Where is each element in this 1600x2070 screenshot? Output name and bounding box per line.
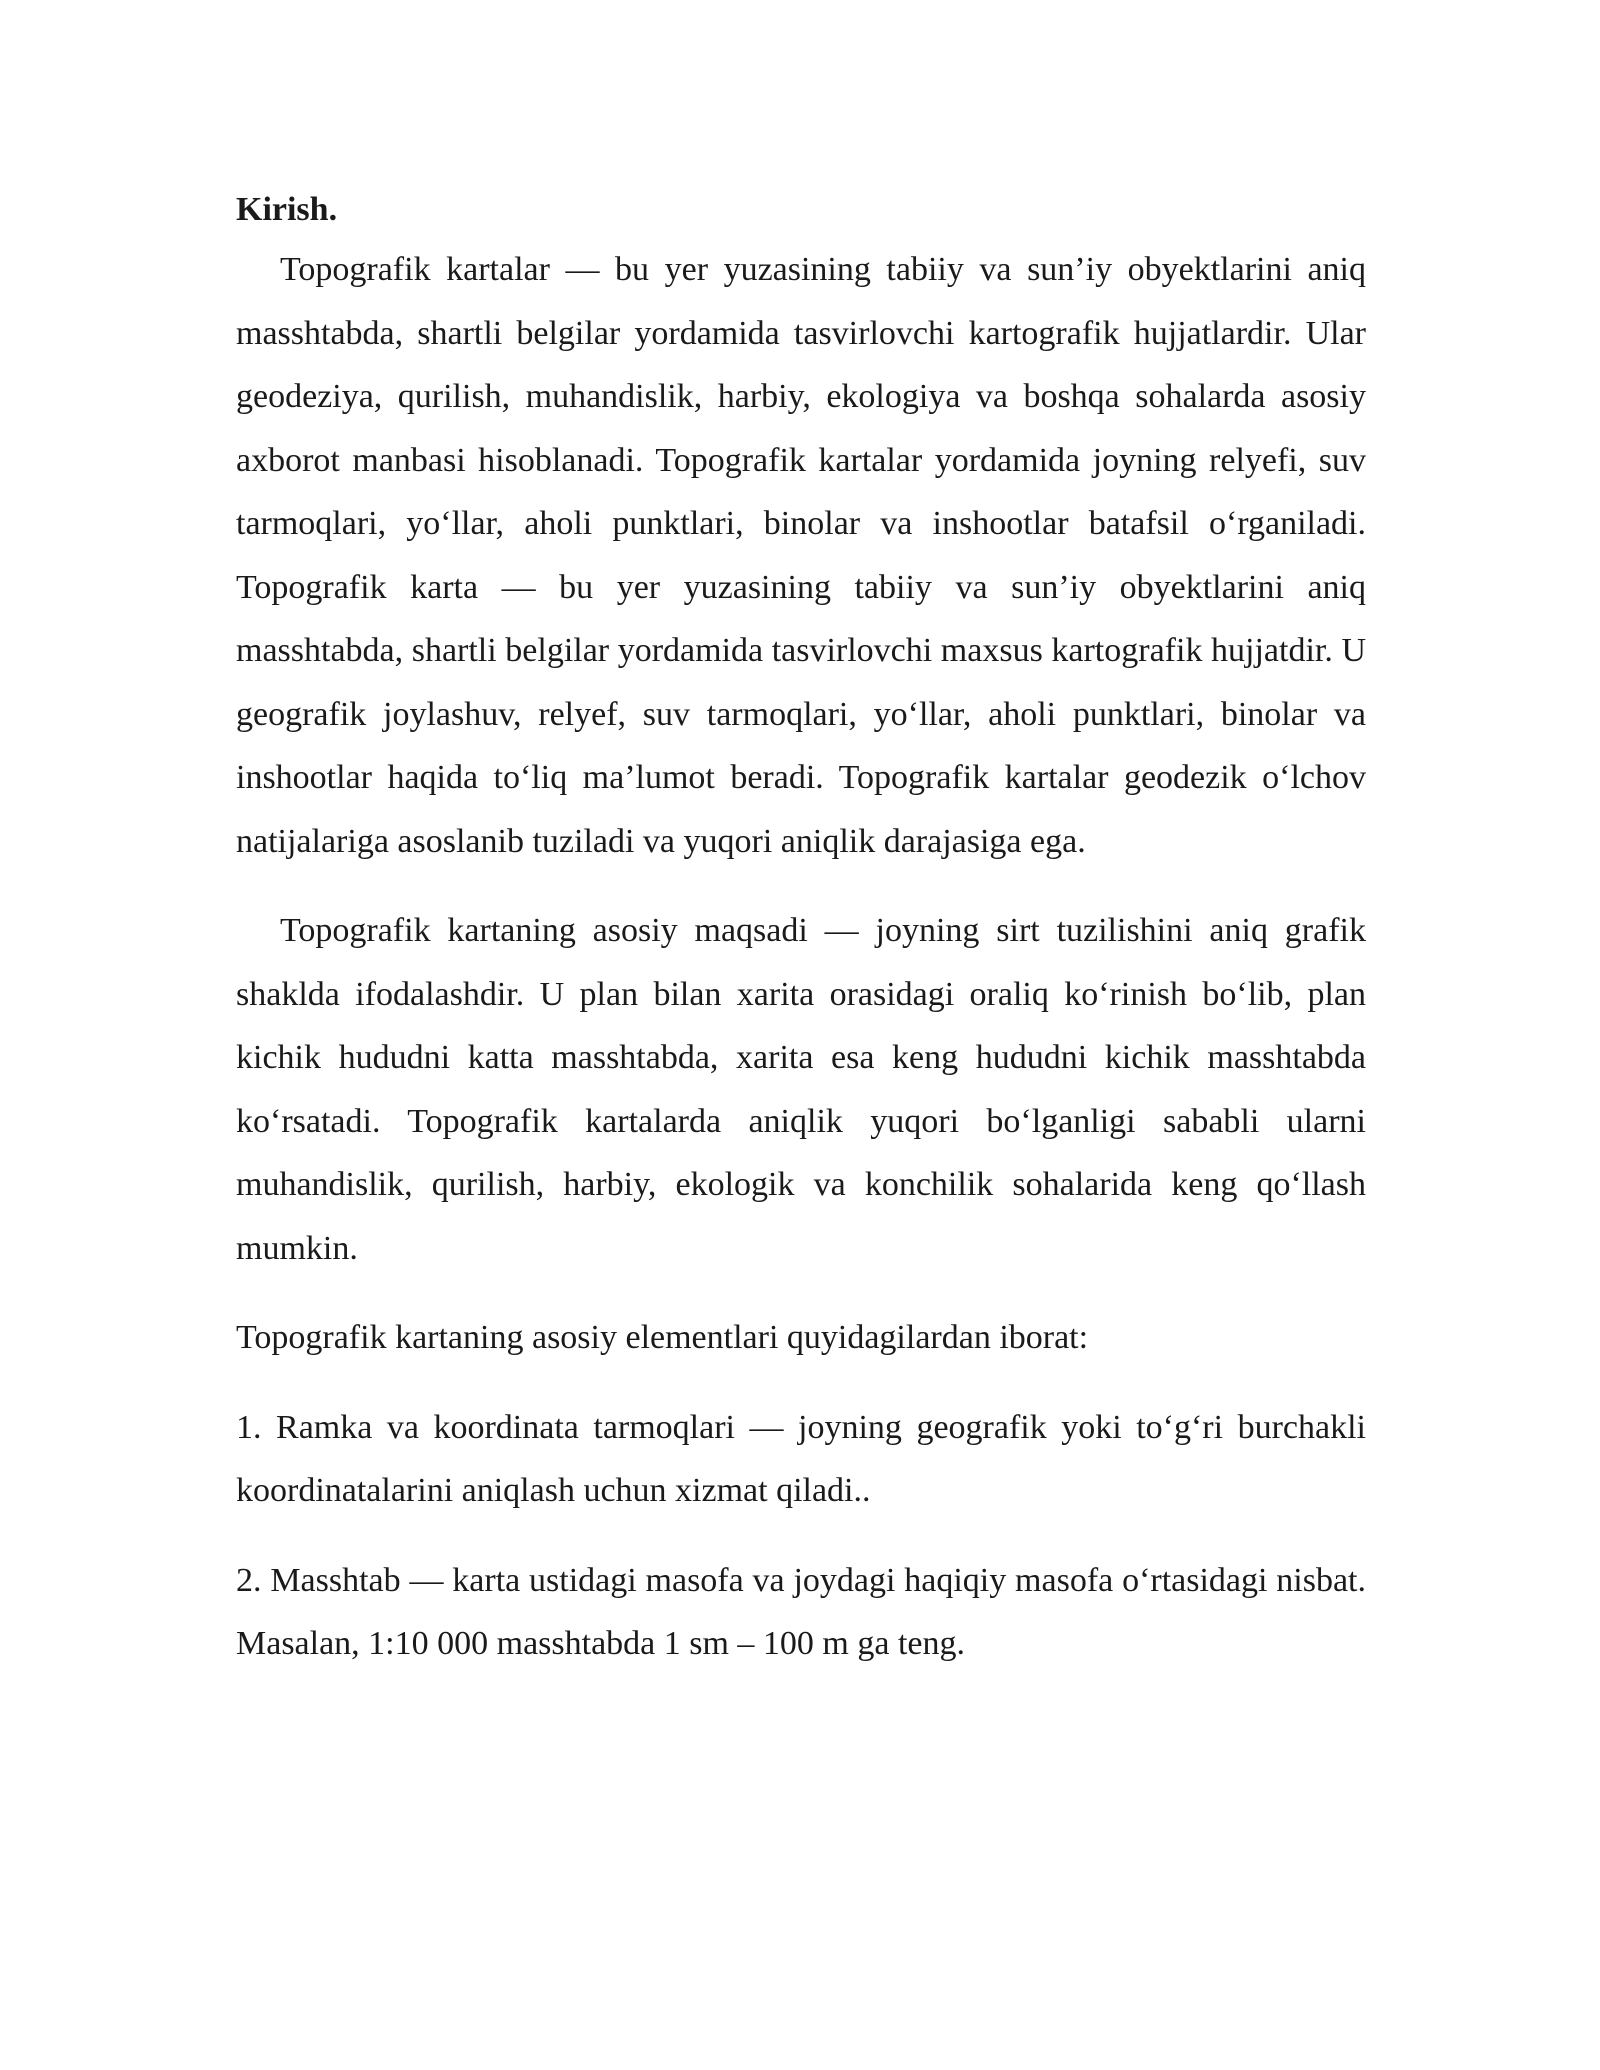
document-page xyxy=(236,186,1366,1676)
list-item-scale: 2. Masshtab — karta ustidagi masofa va joydagi haqiqiy masofa o‘rtasidagi nisbat. Masalan, 1:10 000 masshtabda 1 sm – 100 m ga teng. xyxy=(236,1561,1366,1662)
section-heading: Kirish. xyxy=(236,191,338,228)
paragraph-intro: Topografik kartalar — bu yer yuzasining tabiiy va sun’iy obyektlarini aniq masshtabda, shartli belgilar yordamida tasvirlovchi kartografik hujjatlardir. Ular geodeziya, qurilish, muhandislik, harbiy, ekologiya va boshqa sohalarda asosiy axborot manbasi hisoblanadi. Topografik kartalar yordamida joyning relyefi, suv tarmoqlari, yo‘llar, aholi punktlari, binolar va inshootlar batafsil o‘rganiladi. Topografik karta — bu yer yuzasining tabiiy va sun’iy obyektlarini aniq masshtabda, shartli belgilar yordamida tasvirlovchi maxsus kartografik hujjatdir. U geografik joylashuv, relyef, suv tarmoqlari, yo‘llar, aholi punktlari, binolar va inshootlar haqida to‘liq ma’lumot beradi. Topografik kartalar geodezik o‘lchov natijalariga asoslanib tuziladi va yuqori aniqlik darajasiga ega. xyxy=(236,251,1366,860)
paragraph-purpose: Topografik kartaning asosiy maqsadi — joyning sirt tuzilishini aniq grafik shaklda ifodalashdir. U plan bilan xarita orasidagi oraliq ko‘rinish bo‘lib, plan kichik hududni katta masshtabda, xarita esa keng hududni kichik masshtabda ko‘rsatadi. Topografik kartalarda aniqlik yuqori bo‘lganligi sababli ularni muhandislik, qurilish, harbiy, ekologik va konchilik sohalarida keng qo‘llash mumkin. xyxy=(236,912,1366,1267)
list-item-frame: 1. Ramka va koordinata tarmoqlari — joyning geografik yoki to‘g‘ri burchakli koordinatalarini aniqlash uchun xizmat qiladi.. xyxy=(236,1408,1366,1509)
paragraph-elements-lead: Topografik kartaning asosiy elementlari quyidagilardan iborat: xyxy=(236,1319,1089,1356)
